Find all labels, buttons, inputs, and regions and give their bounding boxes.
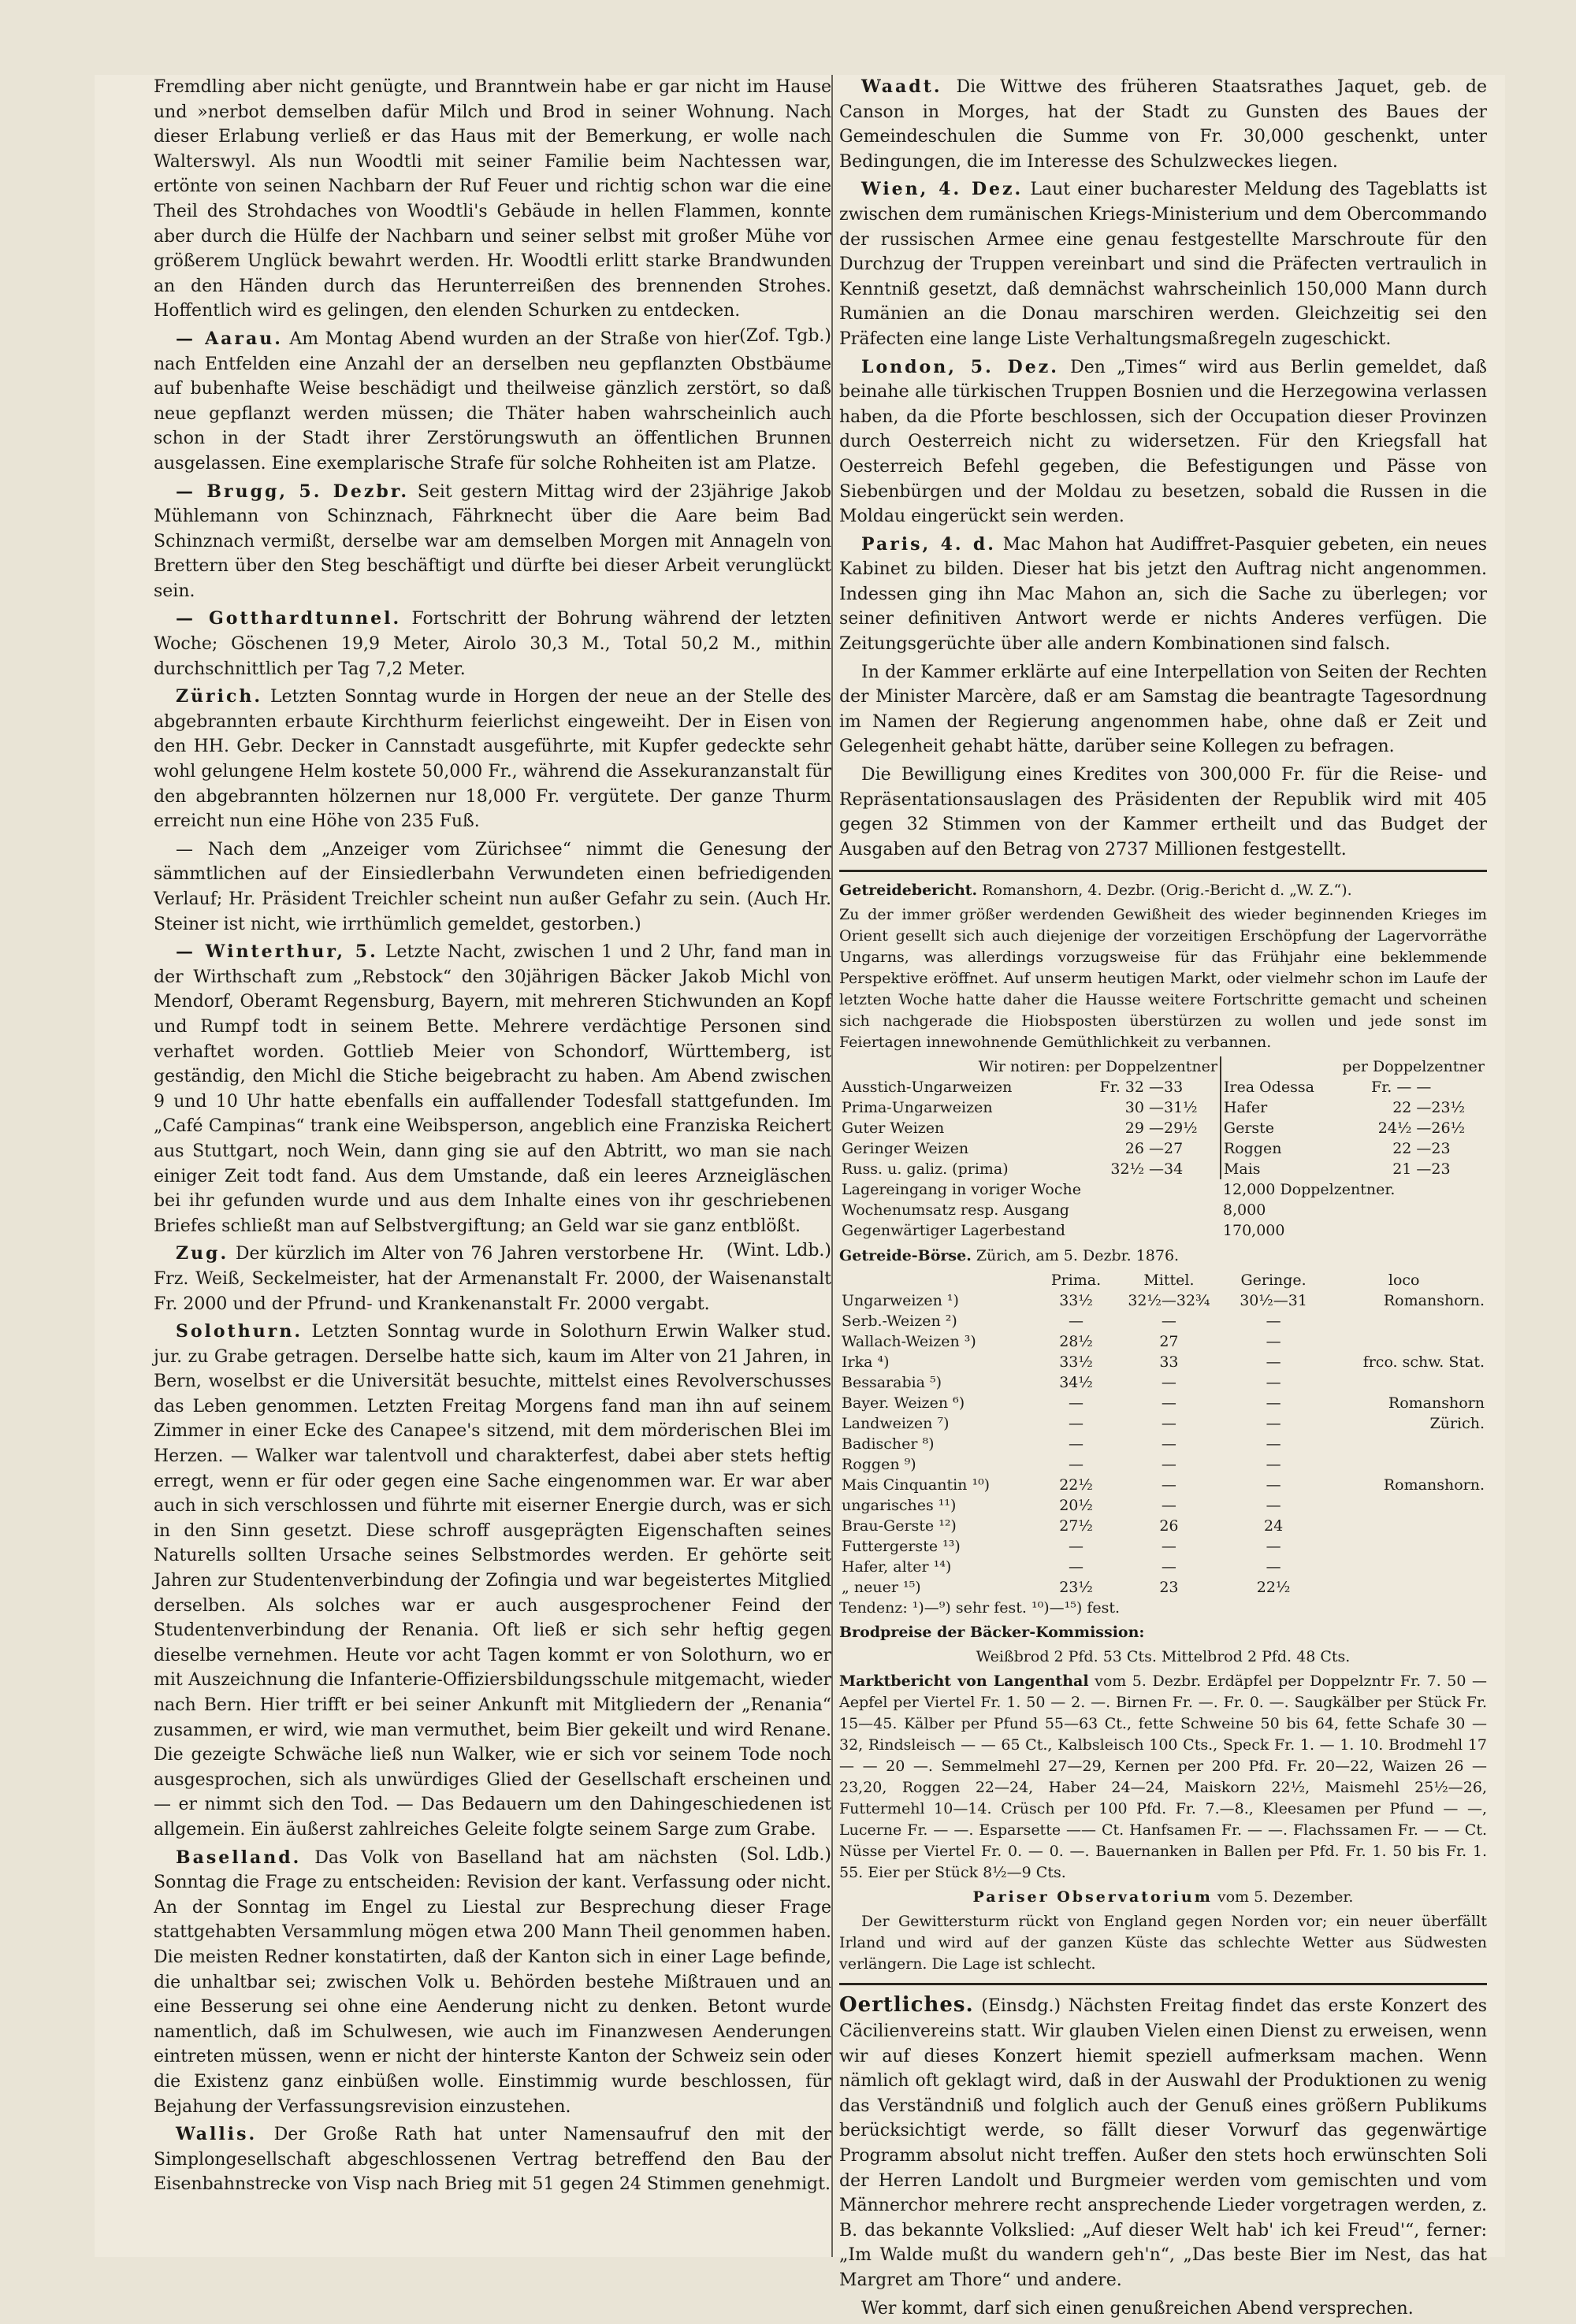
local-news-closing: Wer kommt, darf sich einen genußreichen Abend versprechen.: [861, 2298, 1414, 2318]
bread-prices: Weißbrod 2 Pfd. 53 Cts. Mittelbrod 2 Pfd. 48 Cts.: [976, 1648, 1351, 1666]
local-news: Oertliches. (Einsdg.) Nächsten Freitag findet das erste Konzert des Cäcilienvereins statt. Wir glauben Vielen einen Dienst zu erweisen, wenn wir auf dieses Konzert hiemit speziell aufmerksam machen. Wenn nämlich oft geklagt wird, daß in der Auswahl der Produktionen zu wenig das Verständniß und folglich auch der Genuß eines größern Publikums berücksichtigt werde, so fällt dieser Vorwurf das gegenwärtige Programm absolut nicht treffen. Außer den stets hoch erwünschten Soli der Herren Landolt und Burgmeier werden vom gemischten und vom Männerchor mehrere recht ansprechende Lieder vorgetragen werden, z. B. das bekannte Volkslied: „Auf dieser Welt hab' ich kei Freud'“, ferner: „Im Walde mußt du wandern geh'n“, „Das beste Bier im Nest, das hat Margret am Thore“ und andere. Wer kommt, darf sich einen genußreichen Abend versprechen.: [839, 1993, 1487, 2321]
table-row: Wallach-Weizen ³) 28½ 27 —: [842, 1333, 1281, 1351]
article-aarau: — Aarau. Am Montag Abend wurden an der Straße von hier nach Entfelden eine Anzahl der an derselben neu gepflanzten Obstbäume auf bubenhafte Weise beschädigt und theilweise gänzlich zerstört, so daß neue gepflanzt werden müssen; die Thäter haben wahrscheinlich auch schon in der Stadt ihrer Zerstörungswuth an öffentlichen Brunnen ausgelassen. Eine exemplarische Strafe für solche Rohheiten ist am Platze.: [154, 328, 831, 473]
table-row: Ausstich-Ungarweizen Fr. 32 —33 Irea Odessa Fr. — —: [842, 1078, 1432, 1097]
article-baselland: Baselland. Das Volk von Baselland hat am nächsten Sonntag die Frage zu entscheiden: Revision der kant. Verfassung oder nicht. An der Sonntag im Engel zu Liestal zur Besprechung dieser Frage stattgehabten Versammlung mögen etwa 200 Mann Theil genommen haben. Die meisten Redner konstatirten, daß der Kanton sich in einer Lage befinde, die unhaltbar sei; zwischen Volk u. Behörden bestehe Mißtrauen und an eine Besserung sei ohne eine Aenderung nicht zu denken. Betont wurde namentlich, daß im Schulwesen, wie auch im Finanzwesen Aenderungen eintreten müssen, wenn er nicht der hinterste Kanton der Schweiz sein oder die Existenz ganz einbüßen wolle. Einstimmig wurde beschlossen, für Bejahung der Verfassungsrevision einzustehen.: [154, 1847, 831, 2117]
article-einsiedlerbahn: — Nach dem „Anzeiger vom Zürichsee“ nimmt die Genesung der sämmtlichen auf der Einsiedlerbahn Verwundeten einen befriedigenden Verlauf; Hr. Präsident Treichler scheint nun außer Gefahr zu sein. (Auch Hr. Steiner ist nicht, wie irrthümlich gemeldet, gestorben.): [154, 839, 831, 934]
article-zuerich: Zürich. Letzten Sonntag wurde in Horgen der neue an der Stelle des abgebrannten erbaute Kirchthurm feierlichst eingeweiht. Der in Eisen von den HH. Gebr. Decker in Cannstadt ausgeführte, mit Kupfer gedeckte sehr wohl gelungene Helm kostete 50,000 Fr., während die Assekuranzanstalt für den abgebrannten hölzernen nur 18,000 Fr. vergütete. Der ganze Thurm erreicht nun eine Höhe von 235 Fuß.: [154, 686, 831, 832]
table-row: Brau-Gerste ¹²) 27½ 26 24: [842, 1517, 1284, 1535]
table-row: Russ. u. galiz. (prima) 32½ —34 Mais 21 —23: [842, 1160, 1451, 1179]
article-zug: Zug. Der kürzlich im Alter von 76 Jahren verstorbene Hr. Frz. Weiß, Seckelmeister, hat der Armenanstalt Fr. 2000, der Waisenanstalt Fr. 2000 und der Pfrund- und Krankenanstalt Fr. 2000 vergabt.: [154, 1243, 831, 1314]
article-london: London, 5. Dez. Den „Times“ wird aus Berlin gemeldet, daß beinahe alle türkischen Truppen Bosnien und die Herzegowina verlassen haben, da die Pforte beschlossen, sich der Occupation dieser Provinzen durch Oesterreich nicht zu widersetzen. Für den Kriegsfall hat Oesterreich Befehl gegeben, die Befestigungen und Pässe von Siebenbürgen und der Moldau zu besetzen, sobald die Russen in die Moldau eingerückt sein werden.: [839, 356, 1487, 527]
article-woodtli: Fremdling aber nicht genügte, und Branntwein habe er gar nicht im Hause und »nerbot demselben dafür Milch und Brod in seiner Wohnung. Nach dieser Erlabung verließ er das Haus mit der Bemerkung, er wolle nach Walterswyl. Als nun Woodtli mit seiner Familie beim Nachtessen war, ertönte von seinen Nachbarn der Ruf Feuer und richtig schon war die eine Theil des Strohdaches von Woodtli's Gebäude in hellen Flammen, konnte aber durch die Hülfe der Nachbarn und seiner selbst mit großer Mühe vor größerem Unglück bewahrt werden. Hr. Woodtli erlitt starke Brandwunden an den Händen durch das Herunterreißen des brennenden Strohes. Hoffentlich wird es gelingen, den elenden Schurken zu entdecken. (Zof. Tgb.): [154, 75, 831, 324]
grain-report-text: Zu der immer größer werdenden Gewißheit des wieder beginnenden Krieges im Orient gesellt sich auch diejenige der vorzeitigen Erschöpfung der Lagervorräthe Ungarns, was allerdings vorzugsweise für das Frühjahr eine beklemmende Perspektive eröffnet. Auf unserm heutigen Markt, oder vielmehr schon im Laufe der letzten Woche hatte daher die Hausse weitere Fortschritte gemacht und scheinen sich nachgerade die Hiobsposten überstürzen zu wollen und jede sonst im Feiertagen innewohnende Gemüthlichkeit zu verbannen.: [839, 906, 1487, 1052]
grain-report-title: Getreidebericht.: [839, 882, 978, 900]
table-row: Wochenumsatz resp. Ausgang 8,000: [842, 1201, 1266, 1220]
grain-report: Getreidebericht. Romanshorn, 4. Dezbr. (Orig.-Bericht d. „W. Z.“). Zu der immer größer werdenden Gewißheit des wieder beginnenden Krieges im Orient gesellt sich auch diejenige der vorzeitigen Erschöpfung der Lagervorräthe Ungarns, was allerdings vorzugsweise für das Frühjahr eine beklemmende Perspektive eröffnet. Auf unserm heutigen Markt, oder vielmehr schon im Laufe der letzten Woche hatte daher die Hausse weitere Fortschritte gemacht und scheinen sich nachgerade die Hiobsposten überstürzen zu wollen und jede sonst im Feiertagen innewohnende Gemüthlichkeit zu verbannen. Wir notiren: per Doppelzentner per Doppelzentner Ausstich-Ungarweizen Fr. 32 —33 Irea Odessa Fr. — — Prima-Ungarweizen 30 —31½ Hafer 22 —23½ Guter Weizen 29 —29½ Gerste 24½ —26½ Geringer Weizen 26 —27 Roggen 22 —23 Russ. u. galiz. (prima) 32½ —34 Mais 21 —23 Lagereingang in voriger Woche 12,000 Doppelzentner. Wochenumsatz resp. Ausgang 8,000 Gegenwärtiger Lagerbestand 170,000: [839, 882, 1487, 1240]
table-row: Lagereingang in voriger Woche 12,000 Doppelzentner.: [842, 1181, 1396, 1199]
section-rule: [839, 1983, 1487, 1985]
column-divider: [831, 75, 833, 2257]
article-waadt: Waadt. Die Wittwe des früheren Staatsrathes Jaquet, geb. de Canson in Morges, hat der Stadt zu Gunsten des Baues der Gemeindeschulen die Summe von Fr. 30,000 geschenkt, unter Bedingungen, die im Interesse des Schulzweckes liegen.: [839, 76, 1487, 172]
article-paris: Paris, 4. d. Mac Mahon hat Audiffret-Pasquier gebeten, ein neues Kabinet zu bilden. Dieser hat bis jetzt den Auftrag nicht angenommen. Indessen ging ihn Mac Mahon an, sich die Sache zu überlegen; vor seiner definitiven Antwort werde er nichts Anderes verfügen. Die Zeitungsgerüchte über alle andern Kombinationen sind falsch.: [839, 533, 1487, 655]
source-ref: (Wint. Ldb.): [726, 1241, 831, 1261]
table-row: Futtergerste ¹³) — — —: [842, 1538, 1281, 1556]
table-row: Gegenwärtiger Lagerbestand 170,000: [842, 1222, 1285, 1240]
table-row: Geringer Weizen 26 —27 Roggen 22 —23: [842, 1140, 1451, 1158]
market-report-title: Marktbericht von Langenthal: [839, 1672, 1089, 1691]
bread-prices-title: Brodpreise der Bäcker-Kommission:: [839, 1624, 1145, 1642]
table-row: „ neuer ¹⁵) 23½ 23 22½: [842, 1579, 1291, 1597]
table-row: Hafer, alter ¹⁴) — — —: [842, 1558, 1281, 1576]
observatory-text: Der Gewittersturm rückt von England gegen Norden vor; ein neuer überfällt Irland und wird auf der ganzen Küste das schlechte Wetter aus Südwesten verlängern. Die Lage ist schlecht.: [839, 1913, 1487, 1973]
table-row: Irka ⁴) 33½ 33 — frco. schw. Stat.: [842, 1353, 1485, 1372]
article-wallis: Wallis. Der Große Rath hat unter Namensaufruf den mit der Simplongesellschaft abgeschlossenen Vertrag betreffend den Bau der Eisenbahnstrecke von Visp nach Brieg mit 51 gegen 24 Stimmen genehmigt.: [154, 2124, 831, 2195]
article-gotthard: — Gotthardtunnel. Fortschritt der Bohrung während der letzten Woche; Göschenen 19,9 Meter, Airolo 30,3 M., Total 50,2 M., mithin durchschnittlich per Tag 7,2 Meter.: [154, 608, 831, 679]
table-row: Bayer. Weizen ⁶) — — — Romanshorn: [842, 1394, 1485, 1413]
table-row: Landweizen ⁷) — — — Zürich.: [842, 1415, 1485, 1433]
table-row: Prima-Ungarweizen 30 —31½ Hafer 22 —23½: [842, 1099, 1465, 1117]
table-row: Ungarweizen ¹) 33½ 32½—32¾ 30½—31 Romanshorn.: [842, 1292, 1485, 1310]
local-news-title: Oertliches.: [839, 1993, 974, 2018]
table-row: Badischer ⁸) — — —: [842, 1435, 1281, 1453]
table-row: ungarisches ¹¹) 20½ — —: [842, 1497, 1281, 1515]
paris-observatory: Pariser Observatorium vom 5. Dezember. Der Gewittersturm rückt von England gegen Norden vor; ein neuer überfällt Irland und wird auf der ganzen Küste das schlechte Wetter aus Südwesten verlängern. Die Lage ist schlecht.: [839, 1887, 1487, 1975]
table-row: Serb.-Weizen ²) — — —: [842, 1312, 1281, 1331]
article-kredit: Die Bewilligung eines Kredites von 300,000 Fr. für die Reise- und Repräsentationsauslagen des Präsidenten der Republik wird mit 405 gegen 32 Stimmen von der Kammer ertheilt und das Budget der Ausgaben auf den Betrag von 2737 Millionen festgestellt.: [839, 765, 1487, 859]
table-row: Guter Weizen 29 —29½ Gerste 24½ —26½: [842, 1119, 1465, 1138]
grain-bourse: Getreide-Börse. Zürich, am 5. Dezbr. 1876. Prima. Mittel. Geringe. loco Ungarweizen ¹) 33½ 32½—32¾ 30½—31 Romanshorn. Serb.-Weizen ²) — — — Wallach-Weizen ³) 28½ 27 — Irka ⁴) 33½ 33 — frco. schw. Stat. Bessarabia ⁵) 34½ — — Bayer. Weizen ⁶) — — — Romanshorn Landweizen ⁷) — — — Zürich. Badischer ⁸) — — — Roggen ⁹) — — — Mais Cinquantin ¹⁰) 22½ — — Romanshorn. ungarisches ¹¹) 20½ — — Brau-Gerste ¹²) 27½ 26 24 Futtergerste ¹³) — — — Hafer, alter ¹⁴) — — — „ neuer ¹⁵) 23½ 23 22½ Tendenz: ¹)—⁹) sehr fest. ¹⁰)—¹⁵) fest. Brodpreise der Bäcker-Kommission: Weißbrod 2 Pfd. 53 Cts. Mittelbrod 2 Pfd. 48 Cts.: [839, 1246, 1487, 1668]
article-wien: Wien, 4. Dez. Laut einer bucharester Meldung des Tageblatts ist zwischen dem rumänischen Kriegs-Ministerium und dem Obercommando der russischen Armee eine genau festgestellte Marschroute für den Durchzug der Truppen vereinbart und sind die Präfecten vertraulich in Kenntniß gesetzt, daß demnächst wahrscheinlich 150,000 Mann durch Rumänien an die Donau marschiren werden. Gleichzeitig sei den Präfecten eine lange Liste Verhaltungsmaßregeln zugeschickt.: [839, 179, 1487, 349]
table-row: Mais Cinquantin ¹⁰) 22½ — — Romanshorn.: [842, 1476, 1485, 1494]
newspaper-page: [95, 75, 1505, 2318]
observatory-title: Pariser Observatorium: [972, 1888, 1213, 1906]
right-column: [839, 75, 1487, 2324]
source-ref: (Sol. Ldb.): [739, 1844, 831, 1865]
table-row: Bessarabia ⁵) 34½ — —: [842, 1374, 1281, 1392]
article-brugg: — Brugg, 5. Dezbr. Seit gestern Mittag wird der 23jährige Jakob Mühlemann von Schinznach, Fährknecht über die Aare beim Bad Schinznach vermißt, derselbe war am demselben Morgen mit Annageln von Brettern über den Steg beschäftigt und dürfte bei dieser Arbeit verunglückt sein.: [154, 481, 832, 601]
bourse-table: Prima. Mittel. Geringe. loco Ungarweizen ¹) 33½ 32½—32¾ 30½—31 Romanshorn. Serb.-Weizen ²) — — — Wallach-Weizen ³) 28½ 27 — Irka ⁴) 33½ 33 — frco. schw. Stat. Bessarabia ⁵) 34½ — — Bayer. Weizen ⁶) — — — Romanshorn Landweizen ⁷) — — — Zürich. Badischer ⁸) — — — Roggen ⁹) — — — Mais Cinquantin ¹⁰) 22½ — — Romanshorn. ungarisches ¹¹) 20½ — — Brau-Gerste ¹²) 27½ 26 24 Futtergerste ¹³) — — — Hafer, alter ¹⁴) — — — „ neuer ¹⁵) 23½ 23 22½: [839, 1270, 1487, 1598]
left-column: [154, 75, 831, 2200]
section-rule: [839, 870, 1487, 872]
grain-price-table: Wir notiren: per Doppelzentner per Doppelzentner Ausstich-Ungarweizen Fr. 32 —33 Irea Odessa Fr. — — Prima-Ungarweizen 30 —31½ Hafer 22 —23½ Guter Weizen 29 —29½ Gerste 24½ —26½ Geringer Weizen 26 —27 Roggen 22 —23 Russ. u. galiz. (prima) 32½ —34 Mais 21 —23 Lagereingang in voriger Woche 12,000 Doppelzentner. Wochenumsatz resp. Ausgang 8,000 Gegenwärtiger Lagerbestand 170,000: [839, 1056, 1487, 1241]
bourse-title: Getreide-Börse.: [839, 1247, 972, 1265]
article-winterthur: — Winterthur, 5. Letzte Nacht, zwischen 1 und 2 Uhr, fand man in der Wirthschaft zum „Rebstock“ den 30jährigen Bäcker Jakob Michl von Mendorf, Oberamt Regensburg, Bayern, mit mehreren Stichwunden an Kopf und Rumpf todt in seinem Bette. Mehrere verdächtige Personen sind verhaftet worden. Gottlieb Meier von Schondorf, Württemberg, ist geständig, den Michl die Stiche beigebracht zu haben. Am Abend zwischen 9 und 10 Uhr hatte ebenfalls ein auffallender Todesfall stattgefunden. Im „Café Campinas“ trank eine Weibsperson, angeblich eine Franziska Reichert aus Stuttgart, noch Wein, dann ging sie auf den Abtritt, wo man sie nach einiger Zeit todt fand. Aus dem Umstande, daß ein leeres Arzneigläschen bei ihr gefunden wurde und aus dem Inhalte eines von ihr geschriebenen Briefes schließt man auf Selbstvergiftung; an Geld war sie ganz entblößt. (Wint. Ldb.): [154, 940, 831, 1238]
bourse-tendency: Tendenz: ¹)—⁹) sehr fest. ¹⁰)—¹⁵) fest.: [839, 1599, 1120, 1617]
table-row: Roggen ⁹) — — —: [842, 1456, 1281, 1474]
article-solothurn: Solothurn. Letzten Sonntag wurde in Solothurn Erwin Walker stud. jur. zu Grabe getragen. Derselbe hatte sich, kaum im Alter von 21 Jahren, in Bern, woselbst er die Universität besuchte, mittelst eines Revolverschusses das Leben genommen. Letzten Freitag Morgens fand man ihn auf seinem Zimmer in einer Ecke des Canapee's sitzend, mit dem mörderischen Blei im Herzen. — Walker war talentvoll und charakterfest, dabei aber stets heftig erregt, wenn er für oder gegen eine Sache eingenommen war. Er war aber auch in sich verschlossen und führte mit eiserner Energie durch, was er sich in den Sinn gesetzt. Diese schroff ausgeprägten Eigenschaften seines Naturells sollten Ursache seines Selbstmordes werden. Er gehörte seit Jahren zur Studentenverbindung der Zofingia und war begeistertes Mitglied derselben. Als solches war er auch ausgesprochener Feind der Studentenverbindung der Renania. Oft ließ er sich sehr heftig gegen dieselbe vernehmen. Heute vor acht Tagen kommt er von Solothurn, wo er mit Auszeichnung die Infanterie-Offiziersbildungsschule mitgemacht, wieder nach Bern. Hier trifft er bei seiner Ankunft mit Mitgliedern der „Renania“ zusammen, er wird, wie man vermuthet, beim Bier gekeilt und wird Renane. Die gezeigte Schwäche ließ nun Walker, wie er sich vor seinem Tode noch ausgesprochen, sich als unwürdiges Glied der Gesellschaft erscheinen und — er nimmt sich den Tod. — Das Bedauern um den Dahingeschiedenen ist allgemein. Ein äußerst zahlreiches Geleite folgte seinem Sarge zum Grabe. (Sol. Ldb.): [154, 1320, 831, 1842]
source-ref: (Zof. Tgb.): [739, 325, 831, 346]
article-kammer: In der Kammer erklärte auf eine Interpellation von Seiten der Rechten der Minister Marcère, daß er am Samstag die beantragte Tagesordnung im Namen der Regierung angenommen habe, ohne daß er Zeit und Gelegenheit gehabt hätte, darüber seine Kollegen zu befragen.: [839, 662, 1487, 757]
market-report: Marktbericht von Langenthal vom 5. Dezbr. Erdäpfel per Doppelzntr Fr. 7. 50 — Aepfel per Viertel Fr. 1. 50 — 2. —. Birnen Fr. —. Fr. 0. —. Saugkälber per Stück Fr. 15—45. Kälber per Pfund 55—63 Ct., fette Schweine 50 bis 64, fette Schafe 30 — 32, Rindsleisch — — 65 Ct., Kalbsleisch 100 Cts., Speck Fr. 1. — 1. 10. Brodmehl 17 — — 20 —. Semmelmehl 27—29, Kernen per 200 Pfd. Fr. 20—22, Waizen 26 — 23,20, Roggen 22—24, Haber 24—24, Maiskorn 22½, Maismehl 25½—26, Futtermehl 10—14. Crüsch per 100 Pfd. Fr. 7.—8., Kleesamen per Pfund — —, Lucerne Fr. — —. Esparsette —— Ct. Hanfsamen Fr. — —. Flachssamen Fr. — — Ct. Nüsse per Viertel Fr. 0. — 0. —. Bauernanken in Ballen per Pfd. Fr. 1. 50 bis Fr. 1. 55. Eier per Stück 8½—9 Cts.: [839, 1672, 1487, 1882]
